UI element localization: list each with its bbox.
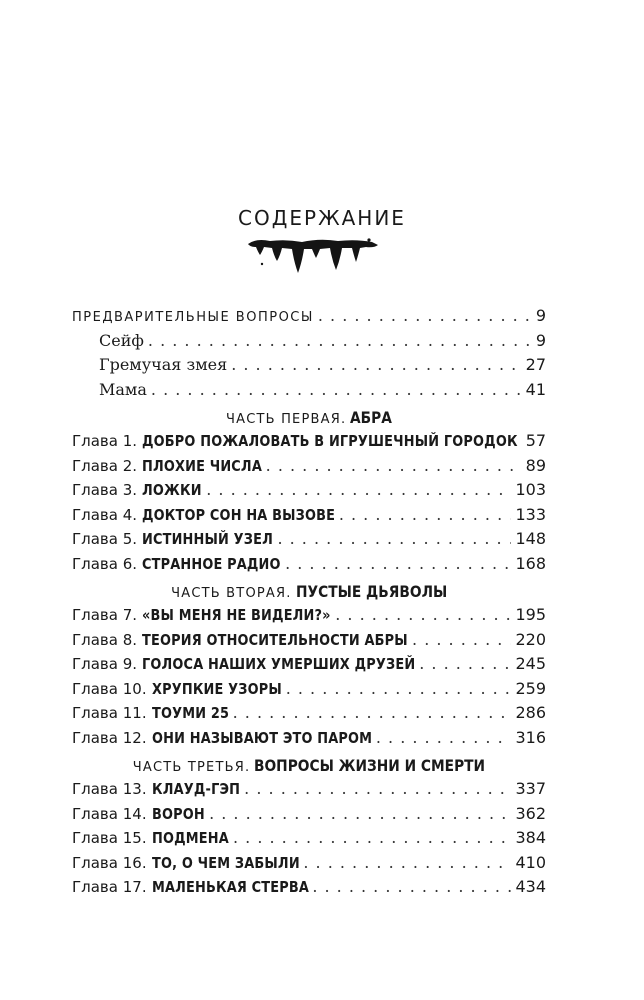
chapter-title: ГОЛОСА НАШИХ УМЕРШИХ ДРУЗЕЙ — [142, 655, 416, 673]
toc-row-chapter — [72, 654, 546, 679]
chapter-label — [72, 605, 331, 624]
leader-dots — [318, 306, 532, 325]
toc-row-chapter — [72, 804, 546, 829]
chapter-label — [72, 630, 408, 649]
chapter-prefix: Глава 7. — [72, 606, 138, 624]
toc-row-chapter — [72, 853, 546, 878]
toc-row-chapter — [72, 728, 546, 753]
leader-dots — [419, 654, 511, 673]
toc-row-chapter — [72, 779, 546, 804]
page-number: 57 — [525, 431, 546, 450]
toc-row-chapter — [72, 554, 546, 579]
page-number: 337 — [515, 779, 546, 798]
toc-row-chapter — [72, 505, 546, 530]
chapter-label — [72, 456, 262, 475]
chapter-prefix: Глава 12. — [72, 728, 147, 747]
leader-dots — [233, 828, 511, 847]
leader-dots — [286, 679, 512, 698]
toc-row-preface — [72, 306, 546, 331]
leader-dots — [231, 355, 521, 374]
chapter-title: ДОКТОР СОН НА ВЫЗОВЕ — [142, 505, 336, 524]
chapter-prefix: Глава 1. — [72, 432, 138, 450]
toc-row-chapter — [72, 456, 546, 481]
subsection-label: Мама — [99, 379, 147, 399]
chapter-label — [72, 703, 229, 722]
leader-dots — [412, 630, 511, 649]
chapter-title: ТОУМИ 25 — [151, 704, 229, 722]
part-title: ВОПРОСЫ ЖИЗНИ И СМЕРТИ — [254, 756, 486, 775]
chapter-prefix: Глава 13. — [72, 780, 147, 798]
leader-dots — [148, 331, 532, 350]
toc-row-chapter — [72, 630, 546, 655]
chapter-label — [72, 654, 415, 673]
drip-ornament-icon — [246, 236, 380, 276]
chapter-title: ПОДМЕНА — [151, 829, 229, 847]
chapter-prefix: Глава 5. — [72, 530, 138, 548]
toc-row-chapter — [72, 703, 546, 728]
toc-row-subsection — [72, 331, 546, 356]
toc-row-chapter — [72, 828, 546, 853]
part-heading — [72, 578, 546, 605]
page-number: 245 — [515, 654, 546, 673]
chapter-title: ВОРОН — [151, 804, 205, 823]
chapter-label — [72, 877, 308, 896]
chapter-prefix: Глава 6. — [72, 554, 138, 573]
subsection-label: Сейф — [99, 330, 144, 350]
chapter-title: ДОБРО ПОЖАЛОВАТЬ В ИГРУШЕЧНЫЙ ГОРОДОК — [142, 432, 518, 450]
chapter-label — [72, 779, 240, 798]
chapter-prefix: Глава 8. — [72, 630, 138, 649]
chapter-prefix: Глава 16. — [72, 853, 147, 872]
chapter-prefix: Глава 2. — [72, 456, 138, 475]
leader-dots — [312, 877, 511, 896]
chapter-label — [72, 853, 299, 872]
page-number: 195 — [515, 605, 546, 624]
chapter-title: ТО, О ЧЕМ ЗАБЫЛИ — [151, 853, 300, 872]
leader-dots — [376, 728, 512, 747]
page-number: 9 — [535, 306, 546, 325]
page-number: 27 — [525, 355, 546, 374]
page-number: 103 — [515, 480, 546, 499]
chapter-title: ХРУПКИЕ УЗОРЫ — [151, 679, 282, 698]
toc-row-subsection — [72, 380, 546, 405]
chapter-label — [72, 728, 372, 747]
chapter-prefix: Глава 15. — [72, 829, 147, 847]
page-number: 259 — [515, 678, 546, 698]
preface-label: ПРЕДВАРИТЕЛЬНЫЕ ВОПРОСЫ — [72, 310, 314, 325]
chapter-label — [72, 554, 281, 573]
toc-row-chapter — [72, 480, 546, 505]
chapter-label — [72, 828, 229, 847]
page-number: 148 — [515, 529, 546, 548]
chapter-title: ПЛОХИЕ ЧИСЛА — [142, 456, 263, 475]
table-of-contents — [72, 306, 546, 902]
page-number: 286 — [515, 703, 546, 722]
chapter-title: ИСТИННЫЙ УЗЕЛ — [142, 530, 274, 548]
leader-dots — [233, 703, 512, 722]
toc-row-chapter — [72, 605, 546, 630]
page-number: 410 — [515, 852, 546, 872]
page-number: 168 — [515, 553, 546, 573]
page-number: 220 — [515, 629, 546, 649]
chapter-prefix: Глава 4. — [72, 505, 138, 524]
chapter-title: «ВЫ МЕНЯ НЕ ВИДЕЛИ?» — [142, 606, 331, 624]
subsection-label: Гремучая змея — [99, 355, 228, 374]
leader-dots — [303, 853, 511, 872]
chapter-title: КЛАУД-ГЭП — [151, 780, 240, 798]
chapter-title: ТЕОРИЯ ОТНОСИТЕЛЬНОСТИ АБРЫ — [142, 630, 408, 649]
chapter-label — [72, 431, 518, 450]
toc-row-subsection — [72, 355, 546, 380]
chapter-prefix: Глава 14. — [72, 804, 147, 823]
leader-dots — [285, 554, 511, 573]
chapter-label — [72, 679, 282, 698]
chapter-title: МАЛЕНЬКАЯ СТЕРВА — [151, 878, 309, 896]
leader-dots — [244, 779, 511, 798]
chapter-prefix: Глава 9. — [72, 655, 138, 673]
chapter-title: ЛОЖКИ — [142, 481, 202, 499]
chapter-label — [72, 505, 335, 524]
chapter-label — [72, 529, 273, 548]
chapter-prefix: Глава 11. — [72, 704, 147, 722]
page-number: 89 — [525, 455, 546, 475]
page-title: СОДЕРЖАНИЕ — [238, 206, 406, 230]
part-label: ЧАСТЬ ПЕРВАЯ. — [226, 412, 347, 427]
leader-dots — [277, 529, 511, 548]
leader-dots — [266, 456, 522, 475]
part-heading — [72, 404, 546, 431]
chapter-prefix: Глава 3. — [72, 481, 138, 499]
leader-dots — [206, 480, 511, 499]
leader-dots — [209, 804, 511, 823]
page-number: 362 — [515, 803, 546, 823]
part-label: ЧАСТЬ ВТОРАЯ. — [171, 586, 292, 601]
leader-dots — [339, 505, 512, 524]
part-title: ПУСТЫЕ ДЬЯВОЛЫ — [295, 582, 447, 601]
page-number: 9 — [535, 330, 546, 350]
page-number: 384 — [515, 828, 546, 847]
chapter-label — [72, 804, 205, 823]
part-heading — [72, 752, 546, 779]
chapter-prefix: Глава 10. — [72, 679, 147, 698]
toc-row-chapter — [72, 431, 546, 456]
leader-dots — [335, 605, 511, 624]
chapter-label — [72, 480, 202, 499]
chapter-title: ОНИ НАЗЫВАЮТ ЭТО ПАРОМ — [151, 728, 372, 747]
toc-row-chapter — [72, 529, 546, 554]
chapter-prefix: Глава 17. — [72, 878, 147, 896]
page-number: 434 — [515, 877, 546, 896]
part-label: ЧАСТЬ ТРЕТЬЯ. — [132, 760, 251, 775]
toc-row-chapter — [72, 679, 546, 704]
page-number: 133 — [515, 504, 546, 524]
page-number: 41 — [525, 379, 546, 399]
leader-dots — [151, 380, 522, 399]
part-title: АБРА — [350, 408, 393, 427]
toc-row-chapter — [72, 877, 546, 902]
chapter-title: СТРАННОЕ РАДИО — [142, 554, 281, 573]
page-number: 316 — [515, 727, 546, 747]
